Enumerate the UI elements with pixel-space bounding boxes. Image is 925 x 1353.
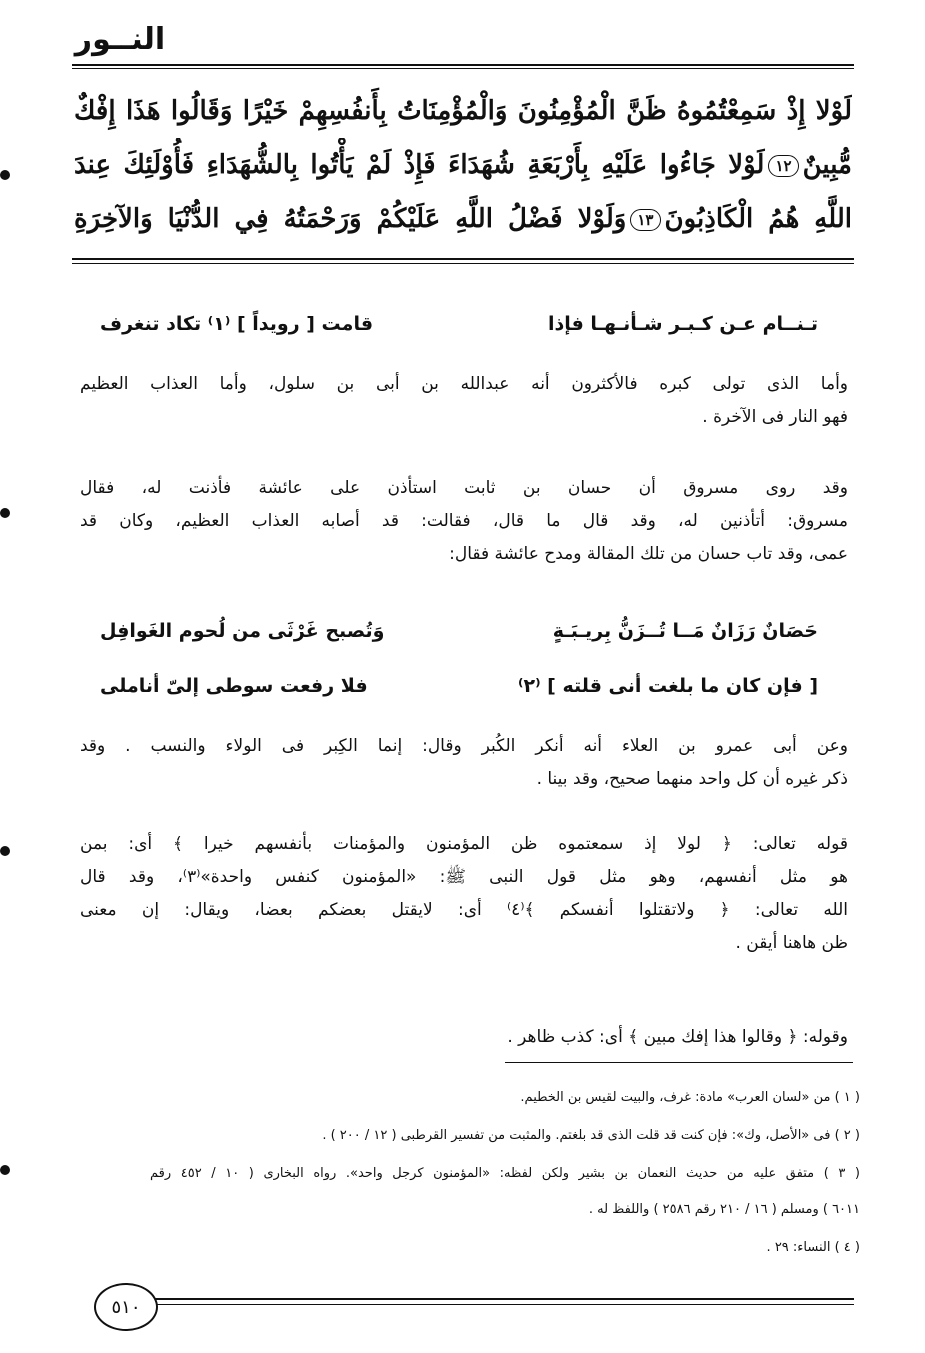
- scan-binding-mark: [0, 1165, 10, 1175]
- paragraph-4: [80, 828, 848, 960]
- paragraph-line: وقد روى مسروق أن حسان بن ثابت استأذن على عائشة فأذنت له، فقال: [80, 478, 848, 498]
- paragraph-line: وعن أبى عمرو بن العلاء أنه أنكر الكُبر وقال: إنما الكِبر فى الولاء والنسب . وقد: [80, 736, 848, 756]
- poem-hemistich-right: تـنــام عـن كـبـر شـأنـهـا فإذا: [547, 313, 818, 335]
- header-rule: [72, 64, 854, 66]
- quran-line-2-text: لَوْلا جَاءُوا عَلَيْهِ بِأَرْبَعَةِ شُهَدَاءَ فَإِذْ لَمْ يَأْتُوا بِالشُّهَدَاءِ فَأُوْلَئِكَ عِندَ: [74, 150, 765, 180]
- quran-line-3-start: اللَّهِ هُمُ الْكَاذِبُونَ: [664, 204, 852, 234]
- poem-hemistich-right: حَصَانٌ رَزَانٌ مَــا تُــزَنُّ بِريـبَـةٍ: [552, 620, 818, 642]
- paragraph-line: قوله تعالى: ﴿ لولا إذ سمعتموه ظن المؤمنون والمؤمنات بأنفسهم خيرا ﴾ أى: بمن: [80, 834, 848, 854]
- poem-verse-3: [100, 675, 818, 697]
- paragraph-line: فهو النار فى الآخرة .: [702, 407, 848, 427]
- paragraph-1: [80, 368, 848, 434]
- paragraph-2: [80, 472, 848, 571]
- poem-hemistich-left: فلا رفعت سوطى إلىّ أناملى: [100, 675, 368, 697]
- quran-rule: [72, 258, 854, 260]
- header-rule-thin: [72, 68, 854, 69]
- footnote-1: ( ١ ) من «لسان العرب» مادة: غرف، والبيت لقيس بن الخطيم.: [520, 1090, 860, 1105]
- paragraph-line: وأما الذى تولى كبره فالأكثرون أنه عبدالله بن أبى بن سلول، وأما العذاب العظيم: [80, 374, 848, 394]
- paragraph-line: هو مثل أنفسهم، وهو مثل قول النبى ﷺ: «المؤمنون كنفس واحدة»⁽٣⁾، وقد قال: [80, 867, 848, 887]
- surah-header-title: النــور: [74, 22, 166, 57]
- poem-hemistich-left: وَتُصبح غَرْثَى من لُحوم الغَوافِل: [100, 620, 385, 642]
- quran-rule-thin: [72, 263, 854, 264]
- footnotes-separator: [505, 1062, 853, 1063]
- footnote-3-continued: ٦٠١١ ) ومسلم ( ١٦ / ٢١٠ رقم ٢٥٨٦ ) واللفظ له .: [588, 1202, 860, 1217]
- poem-hemistich-left: قامت [ رويداً ] ⁽١⁾ تكاد تنغرف: [100, 313, 374, 335]
- footer-rule: [110, 1298, 854, 1300]
- quran-verses-block: [74, 84, 852, 246]
- scan-binding-mark: [0, 170, 10, 180]
- poem-verse-1: [100, 313, 818, 335]
- aya-number-marker: ١٢: [768, 155, 798, 177]
- paragraph-line: مسروق: أتأذنين له، وقد قال ما قال، فقالت: قد أصابه العذاب العظيم، وكان قد: [80, 511, 848, 531]
- scan-binding-mark: [0, 846, 10, 856]
- quran-line-2-start: مُّبِينٌ: [802, 150, 852, 180]
- page-number: ٥١٠: [94, 1283, 158, 1331]
- quran-line-2: [74, 138, 852, 192]
- aya-number-marker: ١٣: [630, 209, 660, 231]
- paragraph-line: ذكر غيره أن كل واحد منهما صحيح، وقد بينا .: [536, 769, 848, 789]
- poem-verse-2: [100, 620, 818, 642]
- paragraph-3: [80, 730, 848, 796]
- paragraph-line: الله تعالى: ﴿ ولاتقتلوا أنفسكم ﴾⁽٤⁾ أى: لايقتل بعضكم بعضا، ويقال: إن معنى: [80, 900, 848, 920]
- quran-line-3-text: وَلَوْلا فَضْلُ اللَّهِ عَلَيْكُمْ وَرَحْمَتُهُ فِي الدُّنْيَا وَالآخِرَةِ: [74, 204, 627, 234]
- footer-rule-thin: [110, 1304, 854, 1305]
- quran-line-3: [74, 192, 852, 246]
- quran-line-1-text: لَوْلا إِذْ سَمِعْتُمُوهُ ظَنَّ الْمُؤْمِنُونَ وَالْمُؤْمِنَاتُ بِأَنفُسِهِمْ خَيْرًا وَقَالُوا هَذَا إِفْكٌ: [74, 96, 852, 126]
- paragraph-line: وقوله: ﴿ وقالوا هذا إفك مبين ﴾ أى: كذب ظاهر .: [507, 1027, 848, 1047]
- footnote-4: ( ٤ ) النساء: ٢٩ .: [766, 1240, 860, 1255]
- paragraph-line: عمى، وقد تاب حسان من تلك المقالة ومدح عائشة فقال:: [449, 544, 848, 564]
- poem-hemistich-right: [ فإن كان ما بلغت أنى قلته ] ⁽٢⁾: [517, 675, 818, 697]
- footnote-3: ( ٣ ) متفق عليه من حديث النعمان بن بشير ولكن لفظه: «المؤمنون كرجل واحد». رواه البخارى ( ١٠ / ٤٥٢ رقم: [150, 1166, 860, 1181]
- footnote-2: ( ٢ ) فى «الأصل، وك»: فإن كنت قد قلت الذى قد بلغتم. والمثبت من تفسير القرطبى ( ١٢ / ٢٠٠ ) .: [322, 1128, 860, 1143]
- scan-binding-mark: [0, 508, 10, 518]
- paragraph-line: ظن هاهنا أيقن .: [735, 933, 848, 953]
- quran-line-1: [74, 84, 852, 138]
- paragraph-5: [80, 1021, 848, 1054]
